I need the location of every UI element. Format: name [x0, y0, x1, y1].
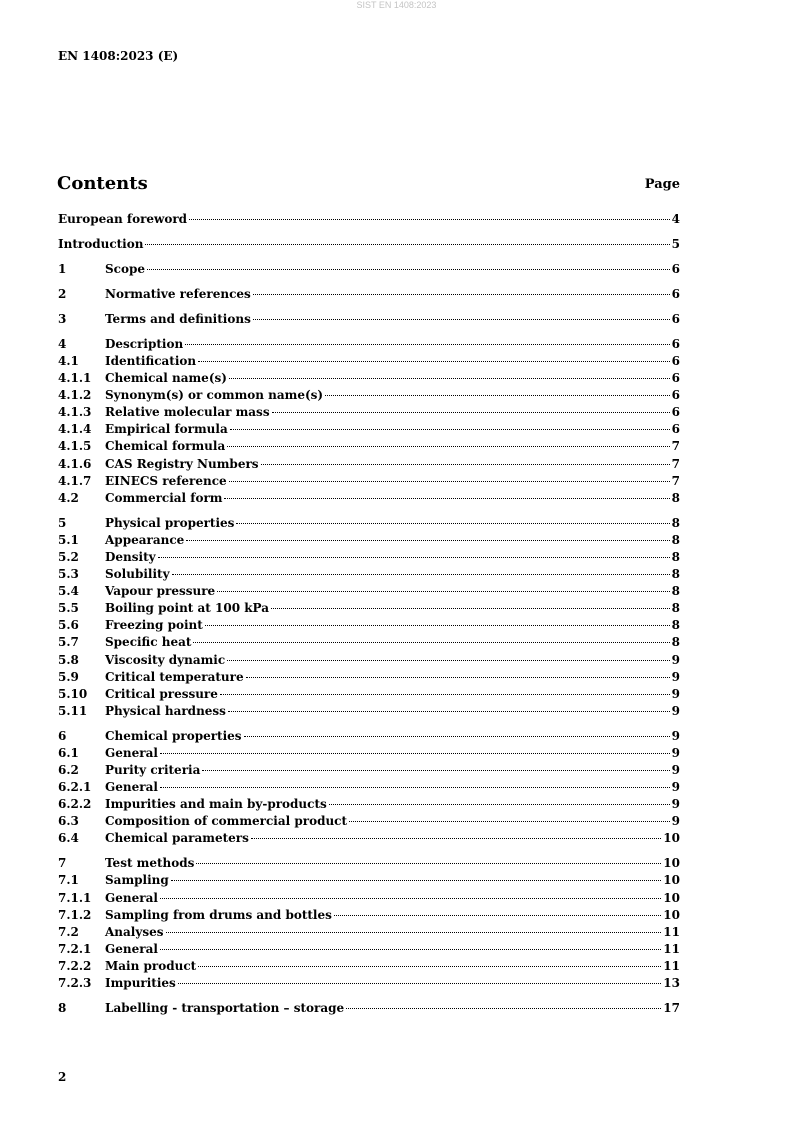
dot-leader: [205, 625, 670, 626]
toc-entry-page: 5: [671, 236, 680, 251]
toc-entry-number: 7.2.2: [58, 958, 92, 973]
toc-entry-title: Freezing point: [105, 618, 203, 633]
dot-leader: [253, 319, 670, 320]
toc-entry-title: Impurities: [105, 975, 176, 990]
toc-entry[interactable]: [58, 261, 680, 278]
toc-entry-page: 9: [671, 745, 680, 760]
document-code: EN 1408:2023 (E): [58, 49, 179, 63]
toc-entry[interactable]: [58, 566, 680, 583]
dot-leader: [202, 770, 669, 771]
toc-entry-number: 6.2.2: [58, 797, 92, 812]
dot-leader: [217, 591, 669, 592]
toc-entry-title: CAS Registry Numbers: [105, 456, 259, 471]
dot-leader: [158, 557, 670, 558]
toc-entry-number: 4.2: [58, 490, 79, 505]
toc-entry-number: 7.1: [58, 873, 79, 888]
toc-entry[interactable]: [58, 907, 680, 924]
toc-entry-title: EINECS reference: [105, 473, 227, 488]
toc-entry[interactable]: [58, 336, 680, 353]
dot-leader: [251, 838, 661, 839]
dot-leader: [246, 677, 670, 678]
toc-entry-page: 10: [663, 873, 680, 888]
toc-entry-number: 8: [58, 1000, 67, 1015]
dot-leader: [224, 498, 669, 499]
toc-entry-page: 10: [663, 907, 680, 922]
toc-entry[interactable]: [58, 353, 680, 370]
toc-entry-number: 6.4: [58, 831, 79, 846]
toc-entry-title: Chemical properties: [105, 728, 242, 743]
toc-entry-title: Physical hardness: [105, 703, 226, 718]
toc-entry-title: Chemical formula: [105, 439, 226, 454]
toc-entry-number: 4.1.5: [58, 439, 92, 454]
toc-entry-page: 11: [663, 941, 680, 956]
toc-entry-page: 4: [671, 212, 680, 226]
toc-entry-page: 8: [671, 515, 680, 530]
toc-entry-title: Density: [105, 549, 156, 564]
toc-entry-page: 7: [671, 456, 680, 471]
toc-entry-title: Commercial form: [105, 490, 223, 505]
toc-entry[interactable]: [58, 686, 680, 703]
toc-entry[interactable]: [58, 762, 680, 779]
toc-entry-page: 9: [671, 762, 680, 777]
toc-entry-page: 8: [671, 490, 680, 505]
toc-entry[interactable]: [58, 404, 680, 421]
dot-leader: [198, 361, 670, 362]
toc-entry[interactable]: [58, 456, 680, 473]
toc-entry[interactable]: [58, 311, 680, 328]
dot-leader: [236, 523, 669, 524]
toc-entry-title: Main product: [105, 958, 197, 973]
toc-entry-title: Vapour pressure: [105, 584, 216, 599]
toc-entry-page: 8: [671, 532, 680, 547]
toc-entry[interactable]: [58, 830, 680, 847]
toc-entry-number: 4.1.7: [58, 473, 92, 488]
toc-entry-title: General: [105, 780, 158, 795]
toc-entry[interactable]: [58, 387, 680, 404]
dot-leader: [329, 804, 670, 805]
toc-entry-title: Test methods: [105, 856, 195, 871]
toc-entry-title: Appearance: [105, 532, 185, 547]
toc-entry-page: 6: [671, 388, 680, 403]
dot-leader: [160, 898, 661, 899]
toc-entry-title: Impurities and main by-products: [105, 797, 327, 812]
toc-entry-page: 9: [671, 797, 680, 812]
toc-entry[interactable]: [58, 515, 680, 532]
toc-entry-page: 17: [663, 1000, 680, 1015]
dot-leader: [227, 446, 669, 447]
toc-entry-number: 7.1.1: [58, 890, 92, 905]
toc-entry-number: 7.2.3: [58, 975, 92, 990]
toc-entry-page: 10: [663, 890, 680, 905]
toc-entry-page: 11: [663, 958, 680, 973]
dot-leader: [220, 694, 670, 695]
toc-entry-number: 4.1.6: [58, 456, 92, 471]
toc-entry-number: 4.1.4: [58, 422, 92, 437]
toc-entry-title: Synonym(s) or common name(s): [105, 388, 324, 403]
dot-leader: [349, 821, 670, 822]
toc-entry[interactable]: [58, 941, 680, 958]
toc-entry-number: 1: [58, 261, 67, 276]
page-column-label: Page: [644, 177, 680, 192]
contents-heading: Contents: [57, 173, 148, 194]
toc-entry-number: 3: [58, 311, 67, 326]
toc-entry-title: Critical temperature: [105, 669, 244, 684]
toc-entry-number: 5.11: [58, 703, 88, 718]
toc-entry-number: 5.8: [58, 652, 79, 667]
dot-leader: [198, 966, 661, 967]
toc-entry-page: 6: [671, 311, 680, 326]
toc-entry-number: 5.1: [58, 532, 79, 547]
toc-entry-page: 9: [671, 652, 680, 667]
dot-leader: [253, 294, 670, 295]
dot-leader: [189, 219, 670, 220]
toc-entry-page: 6: [671, 286, 680, 301]
toc-entry-number: 7.1.2: [58, 907, 92, 922]
toc-entry-number: 5.10: [58, 686, 88, 701]
toc-entry[interactable]: [58, 813, 680, 830]
toc-entry[interactable]: [58, 473, 680, 490]
toc-entry[interactable]: [58, 211, 680, 228]
toc-entry-title: Sampling from drums and bottles: [105, 907, 332, 922]
toc-entry-title: European foreword: [58, 212, 188, 226]
toc-entry-title: General: [105, 745, 158, 760]
toc-entry-title: Normative references: [105, 286, 251, 301]
toc-entry[interactable]: [58, 728, 680, 745]
dot-leader: [230, 429, 670, 430]
dot-leader: [178, 983, 661, 984]
toc-entry-title: Specific heat: [105, 635, 192, 650]
toc-entry[interactable]: [58, 370, 680, 387]
toc-entry[interactable]: [58, 796, 680, 813]
dot-leader: [261, 464, 670, 465]
toc-entry-page: 6: [671, 422, 680, 437]
toc-entry-title: Scope: [105, 261, 146, 276]
toc-entry-page: 9: [671, 780, 680, 795]
toc-entry-title: Analyses: [105, 924, 164, 939]
dot-leader: [166, 932, 662, 933]
toc-entry-title: Empirical formula: [105, 422, 228, 437]
toc-entry[interactable]: [58, 958, 680, 975]
toc-entry-title: Chemical name(s): [105, 371, 227, 386]
toc-entry-title: Sampling: [105, 873, 169, 888]
table-of-contents: [58, 211, 680, 1017]
toc-entry-number: 5.2: [58, 549, 79, 564]
toc-entry-page: 10: [663, 856, 680, 871]
dot-leader: [160, 787, 670, 788]
toc-entry-number: 5.9: [58, 669, 79, 684]
dot-leader: [172, 574, 670, 575]
toc-entry-title: Labelling - transportation – storage: [105, 1000, 345, 1015]
toc-entry-number: 2: [58, 286, 67, 301]
toc-entry-title: Terms and definitions: [105, 311, 251, 326]
toc-entry[interactable]: [58, 236, 680, 253]
toc-entry-number: 5.6: [58, 618, 79, 633]
toc-entry[interactable]: [58, 617, 680, 634]
toc-entry-number: 4: [58, 336, 67, 351]
toc-entry-number: 6.2: [58, 762, 79, 777]
dot-leader: [160, 949, 661, 950]
toc-entry[interactable]: [58, 1000, 680, 1017]
toc-entry-page: 8: [671, 601, 680, 616]
toc-entry-page: 9: [671, 703, 680, 718]
toc-entry[interactable]: [58, 286, 680, 303]
toc-entry-title: Introduction: [58, 236, 144, 251]
dot-leader: [229, 481, 670, 482]
dot-leader: [196, 863, 661, 864]
dot-leader: [171, 880, 662, 881]
toc-entry-page: 8: [671, 635, 680, 650]
toc-entry-title: Purity criteria: [105, 762, 201, 777]
toc-entry-number: 6.3: [58, 814, 79, 829]
toc-entry-title: Physical properties: [105, 515, 235, 530]
toc-entry-number: 6.2.1: [58, 780, 92, 795]
toc-entry-number: 4.1.1: [58, 371, 92, 386]
toc-entry-number: 4.1: [58, 354, 79, 369]
toc-entry-page: 7: [671, 439, 680, 454]
toc-entry-title: Relative molecular mass: [105, 405, 270, 420]
toc-entry-title: Description: [105, 336, 184, 351]
toc-entry-page: 7: [671, 473, 680, 488]
toc-entry[interactable]: [58, 669, 680, 686]
toc-entry-page: 10: [663, 831, 680, 846]
toc-entry-page: 6: [671, 371, 680, 386]
toc-entry-page: 9: [671, 686, 680, 701]
toc-entry-page: 9: [671, 669, 680, 684]
toc-entry-title: Viscosity dynamic: [105, 652, 226, 667]
toc-entry-number: 7.2.1: [58, 941, 92, 956]
toc-entry-title: General: [105, 941, 158, 956]
dot-leader: [244, 736, 670, 737]
toc-entry-page: 9: [671, 728, 680, 743]
dot-leader: [272, 412, 670, 413]
toc-entry-number: 4.1.2: [58, 388, 92, 403]
dot-leader: [186, 540, 669, 541]
toc-entry-title: Critical pressure: [105, 686, 218, 701]
toc-entry-title: Identification: [105, 354, 197, 369]
toc-entry[interactable]: [58, 438, 680, 455]
toc-entry-page: 8: [671, 584, 680, 599]
toc-entry-page: 6: [671, 354, 680, 369]
toc-entry[interactable]: [58, 890, 680, 907]
toc-entry-title: Composition of commercial product: [105, 814, 348, 829]
toc-entry-number: 5.4: [58, 584, 79, 599]
dot-leader: [346, 1008, 661, 1009]
dot-leader: [334, 915, 661, 916]
toc-entry-page: 6: [671, 336, 680, 351]
toc-entry-number: 5.7: [58, 635, 79, 650]
toc-entry-title: General: [105, 890, 158, 905]
dot-leader: [145, 244, 669, 245]
toc-entry[interactable]: [58, 872, 680, 889]
toc-entry[interactable]: [58, 532, 680, 549]
dot-leader: [147, 269, 670, 270]
toc-entry-number: 6.1: [58, 745, 79, 760]
toc-entry-page: 8: [671, 549, 680, 564]
dot-leader: [271, 608, 670, 609]
toc-entry-page: 8: [671, 618, 680, 633]
toc-entry[interactable]: [58, 490, 680, 507]
toc-entry[interactable]: [58, 549, 680, 566]
toc-entry[interactable]: [58, 703, 680, 720]
dot-leader: [160, 753, 670, 754]
dot-leader: [229, 378, 670, 379]
dot-leader: [227, 660, 669, 661]
toc-entry-page: 8: [671, 567, 680, 582]
toc-entry[interactable]: [58, 745, 680, 762]
toc-entry-number: 5.3: [58, 567, 79, 582]
dot-leader: [193, 642, 669, 643]
toc-entry-page: 9: [671, 814, 680, 829]
toc-entry-title: Boiling point at 100 kPa: [105, 601, 270, 616]
toc-entry-number: 4.1.3: [58, 405, 92, 420]
toc-entry-page: 6: [671, 261, 680, 276]
toc-entry-page: 11: [663, 924, 680, 939]
toc-entry-number: 6: [58, 728, 67, 743]
toc-entry[interactable]: [58, 855, 680, 872]
dot-leader: [325, 395, 670, 396]
toc-entry[interactable]: [58, 583, 680, 600]
toc-entry-number: 7.2: [58, 924, 79, 939]
toc-entry[interactable]: [58, 652, 680, 669]
watermark: SIST EN 1408:2023: [356, 0, 437, 10]
dot-leader: [185, 344, 669, 345]
toc-entry[interactable]: [58, 600, 680, 617]
dot-leader: [228, 711, 670, 712]
toc-entry[interactable]: [58, 779, 680, 796]
toc-entry[interactable]: [58, 975, 680, 992]
toc-entry[interactable]: [58, 924, 680, 941]
page-number: 2: [58, 1070, 67, 1084]
toc-entry-number: 5.5: [58, 601, 79, 616]
toc-entry-title: Solubility: [105, 567, 170, 582]
toc-entry-number: 7: [58, 856, 67, 871]
toc-entry[interactable]: [58, 421, 680, 438]
toc-entry[interactable]: [58, 634, 680, 651]
toc-entry-page: 6: [671, 405, 680, 420]
toc-entry-number: 5: [58, 515, 67, 530]
toc-entry-title: Chemical parameters: [105, 831, 249, 846]
toc-entry-page: 13: [663, 975, 680, 990]
